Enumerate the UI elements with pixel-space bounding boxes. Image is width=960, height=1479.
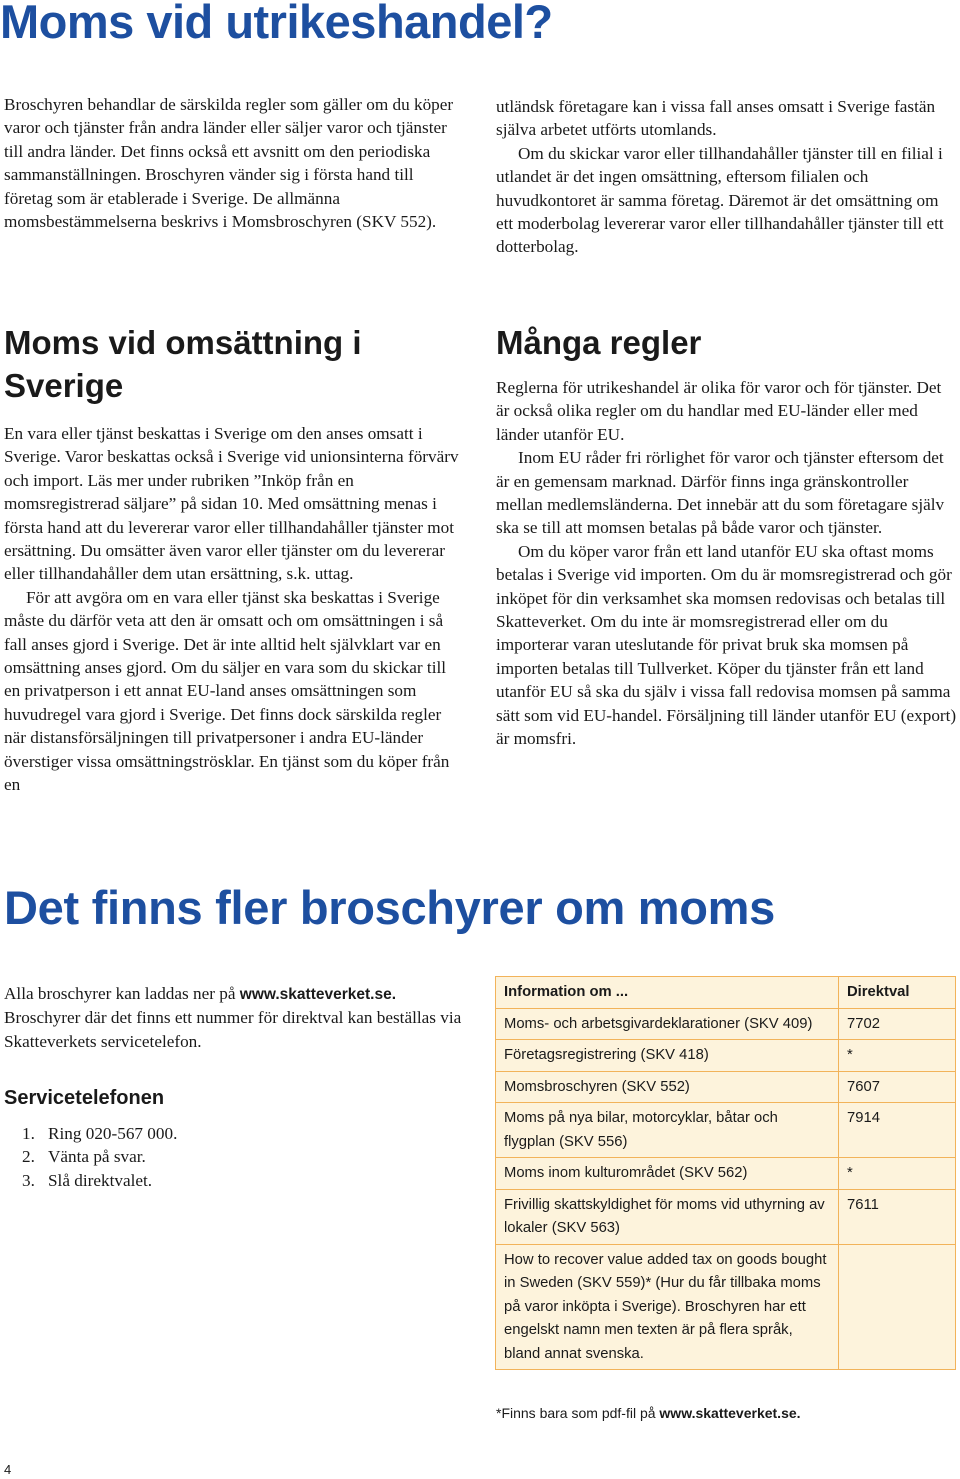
service-step xyxy=(22,1122,177,1145)
table-row xyxy=(496,1189,956,1244)
step-text: Ring 020-567 000. xyxy=(48,1124,178,1143)
intro-left-text xyxy=(4,93,466,233)
step-number: 3. xyxy=(22,1170,35,1190)
table-row xyxy=(496,1071,956,1103)
brochure-table xyxy=(495,976,956,1370)
cell-code: * xyxy=(839,1158,956,1190)
regler-paragraph-3: Om du köper varor från ett land utanför EU ska oftast moms betalas i Sverige vid importen. Om du är momsregistrerad och gör inköpet för din verksamhet ska momsen redovisas och betalas till Skatteverket. Om du inte är momsregistrerad eller om du importerar varan uteslutande för privat bruk ska momsen på importen betalas till Tullverket. Köper du tjänster från ett land utanför EU så ska du själv i vissa fall redovisa momsen på samma sätt som vid EU-handel. Försäljning till länder utanför EU (export) är momsfri. xyxy=(496,541,957,749)
service-heading: Servicetelefonen xyxy=(4,1087,165,1109)
download-site-link[interactable]: www.skatteverket.se. xyxy=(239,986,396,1003)
table-row xyxy=(496,1244,956,1370)
intro-right-paragraph-1: utländsk företagare kan i vissa fall anses omsatt i Sverige fastän själva arbetet utförts utomlands. xyxy=(496,97,936,140)
section-body-regler xyxy=(496,376,958,751)
download-prefix: Alla broschyrer kan laddas ner på xyxy=(4,984,236,1003)
download-text xyxy=(4,982,474,1053)
section-body-sverige xyxy=(4,422,466,797)
page-number: 4 xyxy=(4,1462,12,1477)
cell-info: Moms inom kulturområdet (SKV 562) xyxy=(496,1158,839,1190)
intro-right-text xyxy=(496,95,958,259)
cell-info: How to recover value added tax on goods bought in Sweden (SKV 559)* (Hur du får tillbaka moms på varor inköpta i Sverige). Broschyren har ett engelskt namn men texten är på flera språk, bland annat svenska. xyxy=(496,1244,839,1370)
step-text: Vänta på svar. xyxy=(48,1147,146,1167)
table-row xyxy=(496,1158,956,1190)
page-title: Moms vid utrikeshandel? xyxy=(0,0,553,48)
table-row xyxy=(496,1008,956,1040)
footnote-site-link[interactable]: www.skatteverket.se. xyxy=(659,1405,801,1421)
more-brochures-heading: Det finns fler broschyrer om moms xyxy=(4,881,776,934)
cell-info: Frivillig skattskyldighet för moms vid uthyrning av lokaler (SKV 563) xyxy=(496,1189,839,1244)
cell-info: Moms- och arbetsgivardeklarationer (SKV 409) xyxy=(496,1008,839,1040)
step-number: 2. xyxy=(22,1147,35,1167)
footnote xyxy=(496,1405,801,1421)
cell-code: 7702 xyxy=(839,1008,956,1040)
column-header-info: Information om ... xyxy=(496,977,839,1009)
section-heading-sverige: Moms vid omsättning i Sverige xyxy=(4,324,362,404)
cell-code: 7607 xyxy=(839,1071,956,1103)
footnote-prefix: *Finns bara som pdf-fil på xyxy=(496,1405,656,1421)
step-number: 1. xyxy=(22,1124,35,1143)
table-row xyxy=(496,1103,956,1158)
cell-info: Moms på nya bilar, motorcyklar, båtar och flygplan (SKV 556) xyxy=(496,1103,839,1158)
download-rest: Broschyrer där det finns ett nummer för direktval kan beställas via Skatteverkets servicetelefon. xyxy=(4,1008,462,1051)
cell-info: Momsbroschyren (SKV 552) xyxy=(496,1071,839,1103)
step-text: Slå direktvalet. xyxy=(48,1170,153,1190)
section-heading-regler: Många regler xyxy=(496,324,702,361)
service-step xyxy=(22,1145,177,1168)
regler-paragraph-2: Inom EU råder fri rörlighet för varor och tjänster eftersom det är en gemensam marknad. Därför finns inga gränskontroller mellan medlemsländerna. Det innebär att du som företagare själv ska se till att momsen betalas på både varor och tjänster. xyxy=(496,448,945,538)
intro-right-paragraph-2: Om du skickar varor eller tillhandahåller tjänster till en filial i utlandet är det ingen omsättning, eftersom filialen och huvudkontoret är samma företag. Däremot är det omsättning om ett moderbolag levererar varor eller tillhandahåller tjänster till ett dotterbolag. xyxy=(496,143,944,257)
table-row xyxy=(496,1040,956,1072)
cell-info: Företagsregistrering (SKV 418) xyxy=(496,1040,839,1072)
cell-code: 7914 xyxy=(839,1103,956,1158)
cell-code: 7611 xyxy=(839,1189,956,1244)
regler-paragraph-1: Reglerna för utrikeshandel är olika för varor och för tjänster. Det är också olika regler om du handlar med EU-länder eller med länder utanför EU. xyxy=(496,378,942,444)
cell-code: * xyxy=(839,1040,956,1072)
column-header-code: Direktval xyxy=(839,977,956,1009)
service-steps xyxy=(22,1122,177,1192)
sverige-paragraph-1: En vara eller tjänst beskattas i Sverige om den anses omsatt i Sverige. Varor beskattas också i Sverige vid unionsinterna förvärv och import. Läs mer under rubriken ”Inköp från en momsregistrerad säljare” på sidan 10. Med omsättning menas i första hand att du levererar varor eller tillhandahåller tjänster mot ersättning. Du omsätter även varor eller tjänster om du levererar eller tillhandahåller dem utan ersättning, s.k. uttag. xyxy=(4,424,459,584)
cell-code xyxy=(839,1244,956,1370)
sverige-paragraph-2: För att avgöra om en vara eller tjänst ska beskattas i Sverige måste du därför veta att den är omsatt och om omsättningen i så fall anses gjord i Sverige. Det är inte alltid helt självklart var en omsättning anses gjord. Om du säljer en vara som du skickar till en privatperson i ett annat EU-land anses omsättningen som huvudregel vara gjord i Sverige. Det finns dock särskilda regler när distansförsäljningen till privatpersoner i andra EU-länder överstiger vissa omsättningströsklar. En tjänst som du köper från en xyxy=(4,587,450,795)
service-step xyxy=(22,1169,177,1192)
intro-paragraph: Broschyren behandlar de särskilda regler som gäller om du köper varor och tjänster från andra länder eller säljer varor och tjänster till andra länder. Det finns också ett avsnitt om den periodiska sammanställningen. Broschyren vänder sig i första hand till företag som är etablerade i Sverige. De allmänna momsbestämmelserna beskrivs i Momsbroschyren (SKV 552). xyxy=(4,95,454,232)
table-header-row xyxy=(496,977,956,1009)
